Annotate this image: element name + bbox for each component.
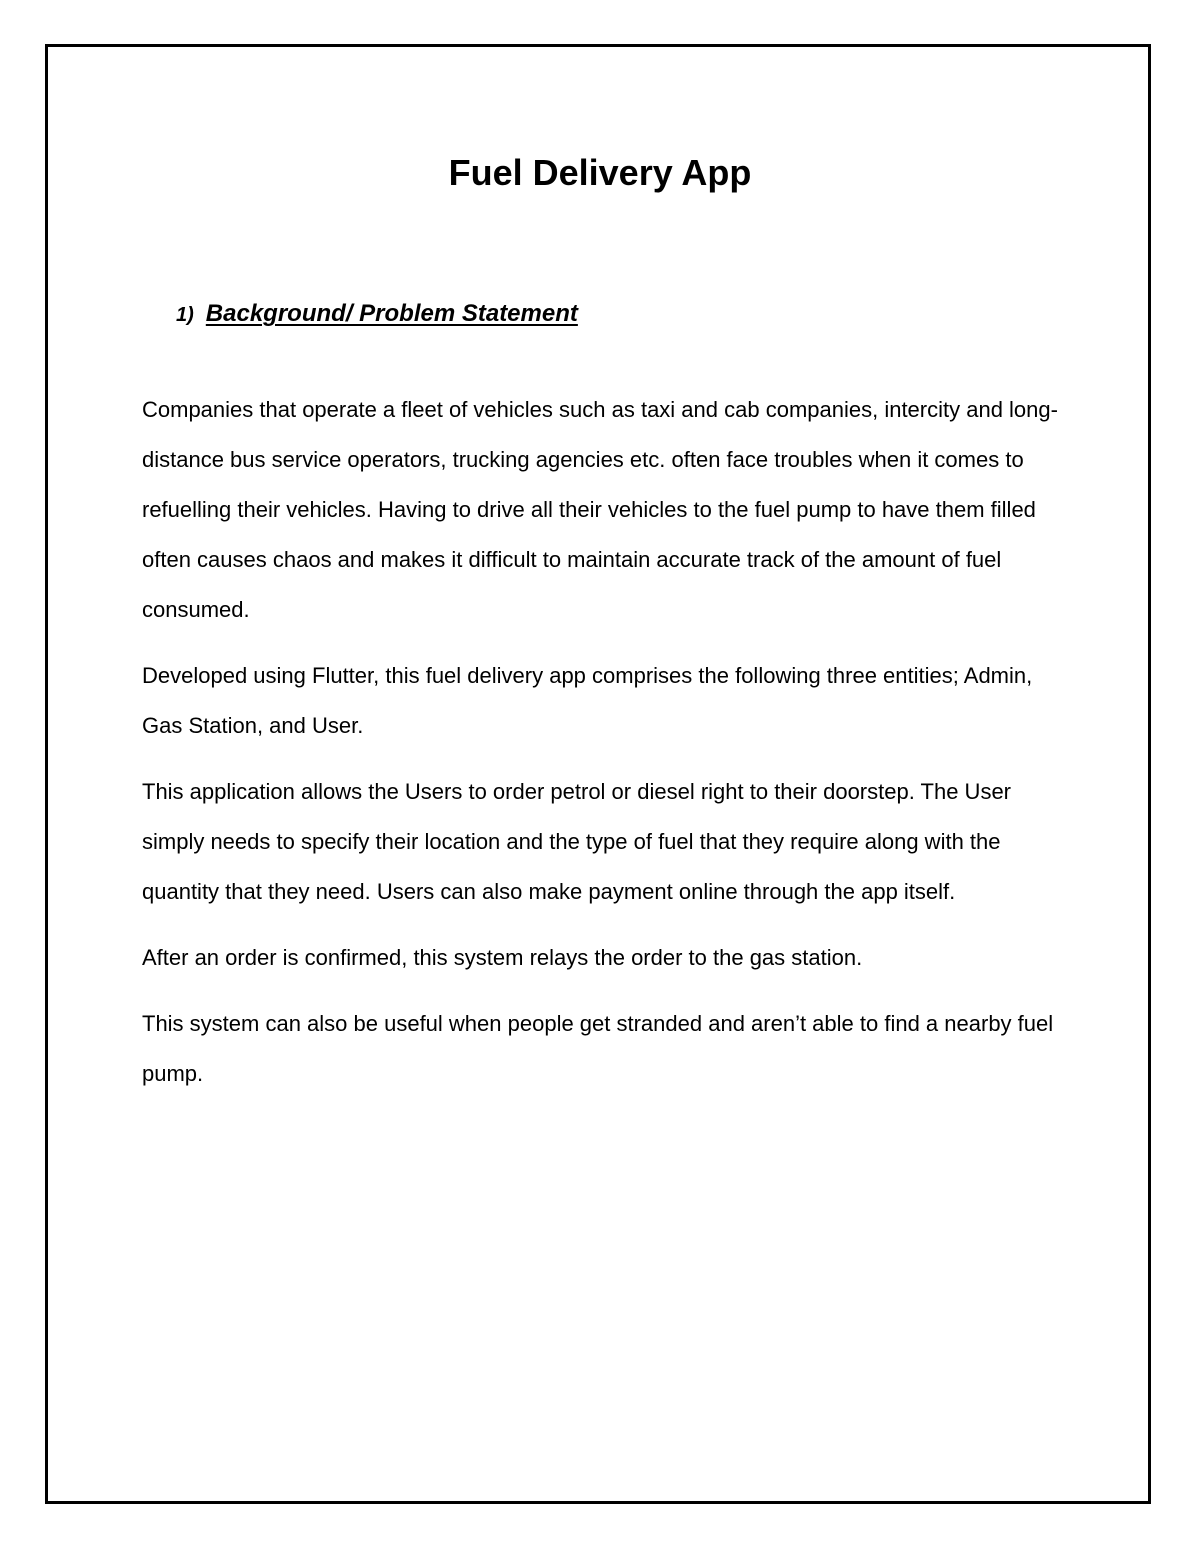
paragraph-stranded: This system can also be useful when people get stranded and aren’t able to find a nearby fuel pump. — [142, 1011, 1054, 1086]
body-text — [142, 385, 1067, 1115]
section-heading — [176, 296, 578, 333]
paragraph-order-relay: After an order is confirmed, this system relays the order to the gas station. — [142, 945, 863, 970]
paragraph-ordering: This application allows the Users to order petrol or diesel right to their doorstep. The User simply needs to specify their location and the type of fuel that they require along with the quantity that they need. Users can also make payment online through the app itself. — [142, 779, 1012, 904]
paragraph-problem: Companies that operate a fleet of vehicles such as taxi and cab companies, intercity and long-distance bus service operators, trucking agencies etc. often face troubles when it comes to refuelling their vehicles. Having to drive all their vehicles to the fuel pump to have them filled often causes chaos and makes it difficult to maintain accurate track of the amount of fuel consumed. — [142, 397, 1058, 622]
document-title: Fuel Delivery App — [448, 152, 752, 193]
section-number: 1) — [176, 304, 194, 326]
section-title: Background/ Problem Statement — [205, 300, 578, 327]
paragraph-entities: Developed using Flutter, this fuel delivery app comprises the following three entities; Admin, Gas Station, and User. — [142, 663, 1033, 738]
